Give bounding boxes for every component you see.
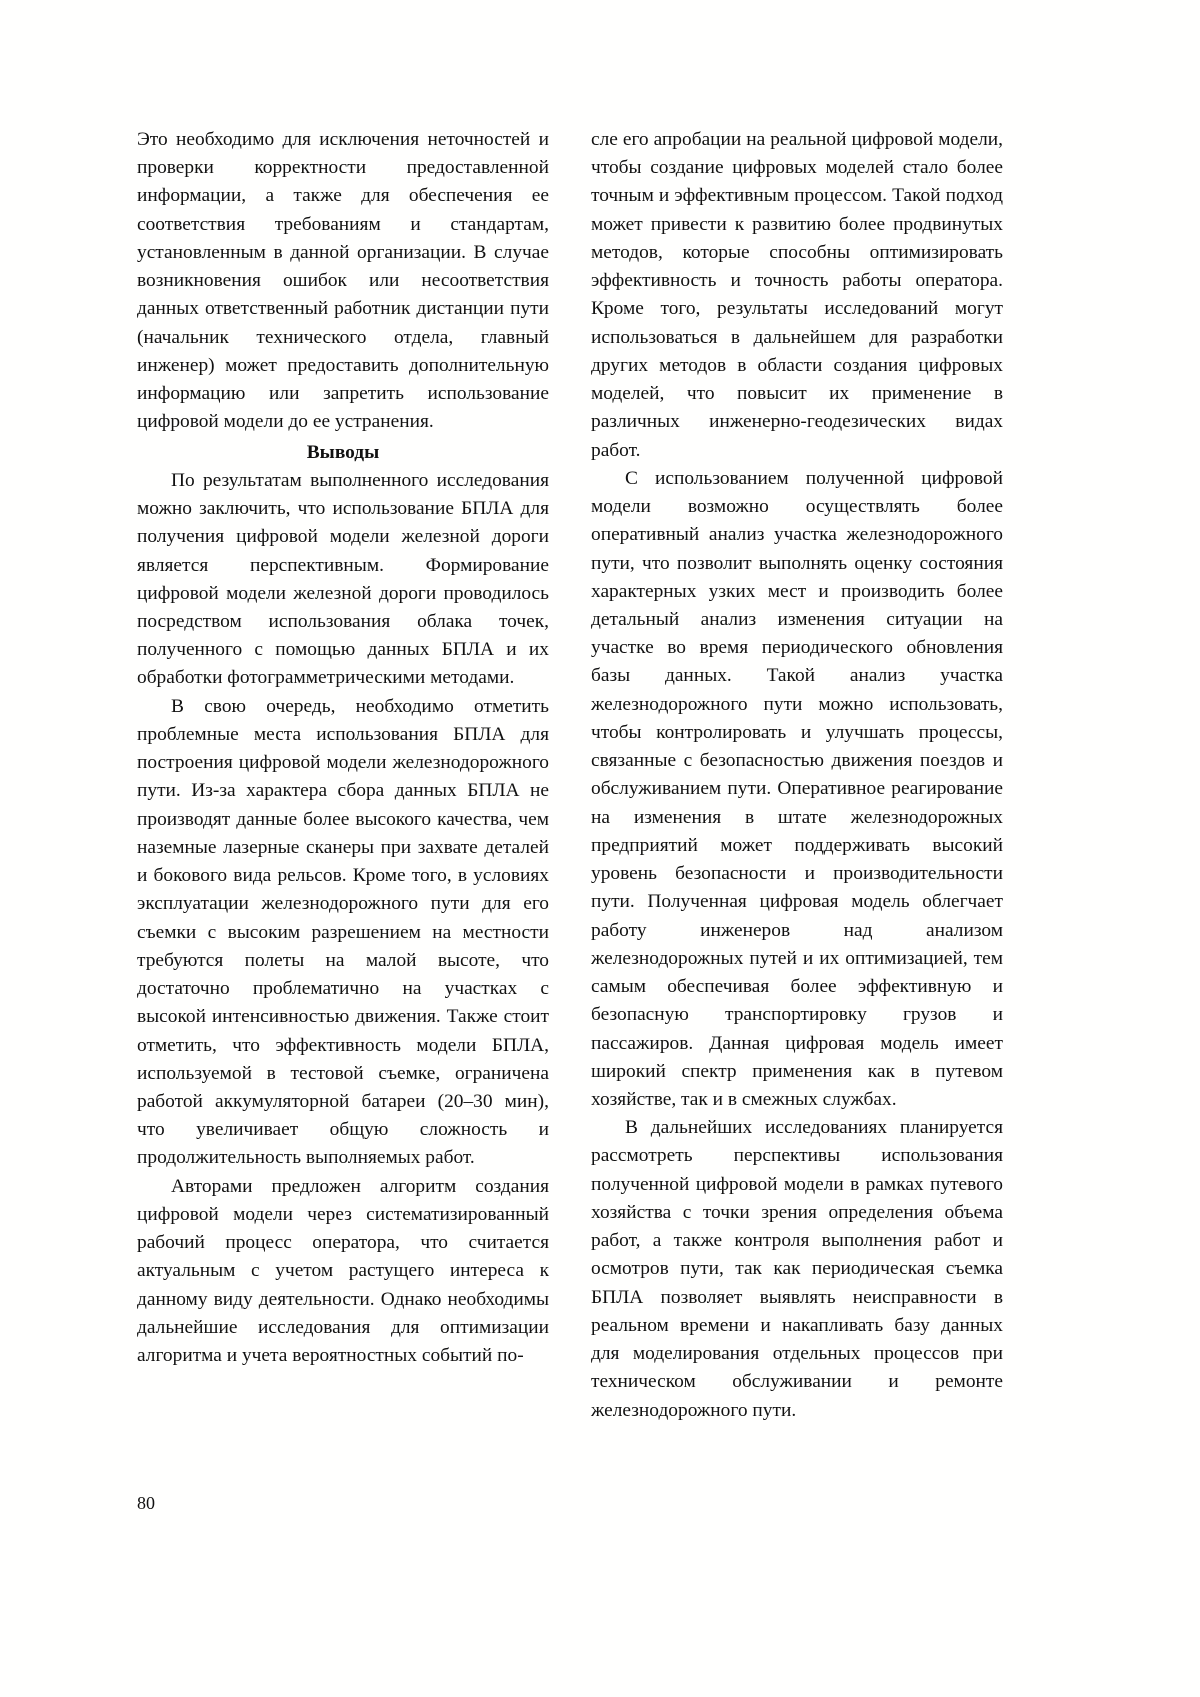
paragraph: В свою очередь, необходимо отметить проблемные места использования БПЛА для построения цифровой модели железнодорожного пути. Из-за характера сбора данных БПЛА не производят данные более высокого качества, чем наземные лазерные сканеры при захвате деталей и бокового вида рельсов. Кроме того, в условиях эксплуатации железнодорожного пути для его съемки с высоким разрешением на местности требуются полеты на малой высоте, что достаточно проблематично на участках с высокой интенсивностью движения. Также стоит отметить, что эффективность модели БПЛА, используемой в тестовой съемке, ограничена работой аккумуляторной батареи (20–30 мин), что увеличивает общую сложность и продолжительность выполняемых работ. <box>137 695 549 1169</box>
paragraph: Это необходимо для исключения неточностей и проверки корректности предоставленной информации, а также для обеспечения ее соответствия требованиям и стандартам, установленным в данной организации. В случае возникновения ошибок или несоответствия данных ответственный работник дистанции пути (начальник технического отдела, главный инженер) может предоставить дополнительную информацию или запретить использование цифровой модели до ее устранения. <box>137 129 549 433</box>
page-content <box>137 126 1004 1425</box>
paragraph: Авторами предложен алгоритм создания цифровой модели через систематизированный рабочий процесс оператора, что считается актуальным с учетом растущего интереса к данному виду деятельности. Однако необходимы дальнейшие исследования для оптимизации алгоритма и учета вероятностных событий по- <box>137 1175 549 1367</box>
right-column <box>591 126 1003 1425</box>
paragraph: сле его апробации на реальной цифровой модели, чтобы создание цифровых моделей стало более точным и эффективным процессом. Такой подход может привести к развитию более продвинутых методов, которые способны оптимизировать эффективность и точность работы оператора. Кроме того, результаты исследований могут использоваться в дальнейшем для разработки других методов в области создания цифровых моделей, что повысит их применение в различных инженерно-геодезических видах работ. <box>591 129 1003 461</box>
page-number: 80 <box>137 1493 155 1513</box>
section-heading: Выводы <box>306 441 380 463</box>
paragraph: В дальнейших исследованиях планируется рассмотреть перспективы использования полученной цифровой модели в рамках путевого хозяйства с точки зрения определения объема работ, а также контроля выполнения работ и осмотров пути, так как периодическая съемка БПЛА позволяет выявлять неисправности в реальном времени и накапливать базу данных для моделирования отдельных процессов при техническом обслуживании и ремонте железнодорожного пути. <box>591 1117 1003 1421</box>
two-column-layout <box>137 126 1004 1425</box>
paragraph: По результатам выполненного исследования можно заключить, что использование БПЛА для получения цифровой модели железной дороги является перспективным. Формирование цифровой модели железной дороги проводилось посредством использования облака точек, полученного с помощью данных БПЛА и их обработки фотограмметрическими методами. <box>137 469 549 689</box>
paragraph: С использованием полученной цифровой модели возможно осуществлять более оперативный анализ участка железнодорожного пути, что позволит выполнять оценку состояния характерных узких мест и производить более детальный анализ изменения ситуации на участке во время периодического обновления базы данных. Такой анализ участка железнодорожного пути можно использовать, чтобы контролировать и улучшать процессы, связанные с безопасностью движения поездов и обслуживанием пути. Оперативное реагирование на изменения в штате железнодорожных предприятий может поддерживать высокий уровень безопасности и производительности пути. Полученная цифровая модель облегчает работу инженеров над анализом железнодорожных путей и их оптимизацией, тем самым обеспечивая более эффективную и безопасную транспортировку грузов и пассажиров. Данная цифровая модель имеет широкий спектр применения как в путевом хозяйстве, так и в смежных службах. <box>591 467 1003 1110</box>
left-column <box>137 126 549 1370</box>
